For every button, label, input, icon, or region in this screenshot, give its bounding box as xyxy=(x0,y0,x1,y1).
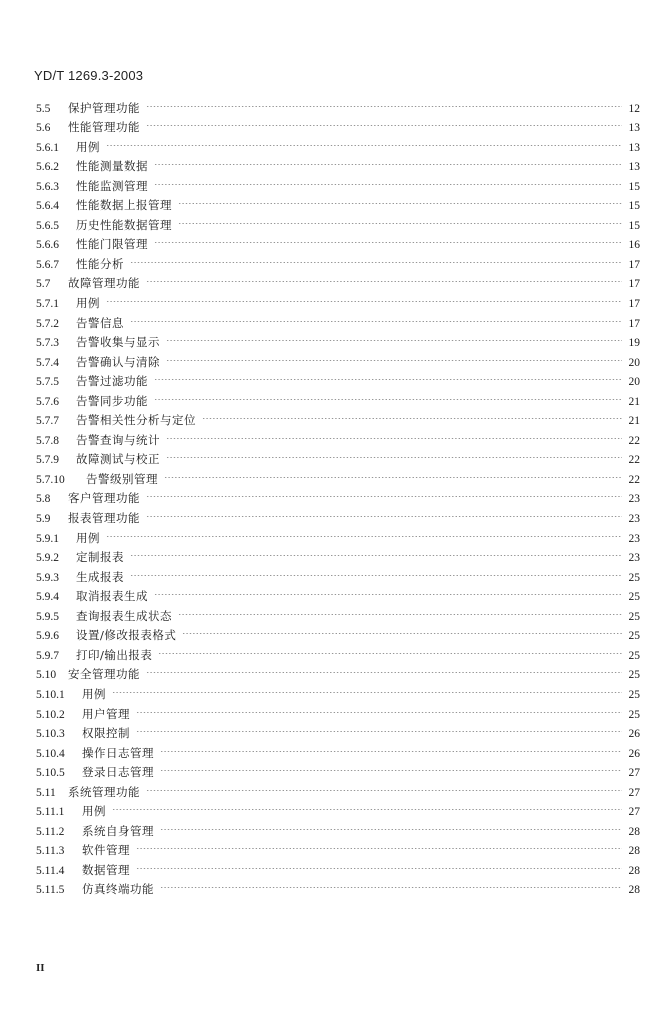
toc-entry-page: 28 xyxy=(628,825,640,838)
toc-entry-number: 5.11.4 xyxy=(36,864,65,877)
toc-entry-number: 5.11 xyxy=(36,786,56,799)
toc-leader-dots xyxy=(134,835,624,855)
toc-leader-dots xyxy=(158,815,624,835)
toc-entry-title: 安全管理功能 xyxy=(68,667,140,682)
toc-entry-title: 用户管理 xyxy=(82,706,130,721)
toc-entry-page: 21 xyxy=(628,395,640,408)
toc-entry-title: 性能数据上报管理 xyxy=(76,198,172,213)
toc-entry-title: 保护管理功能 xyxy=(68,100,140,115)
toc-leader-dots xyxy=(164,444,624,464)
toc-entry-page: 15 xyxy=(628,200,640,213)
toc-entry-number: 5.7.9 xyxy=(36,454,59,467)
toc-entry-page: 28 xyxy=(628,864,640,877)
page-number-footer: II xyxy=(36,962,45,974)
toc-entry-number: 5.7.7 xyxy=(36,415,59,428)
toc-entry-page: 23 xyxy=(628,493,640,506)
toc-entry-page: 25 xyxy=(628,649,640,662)
toc-leader-dots xyxy=(152,385,624,405)
toc-entry-page: 25 xyxy=(628,591,640,604)
toc-entry-title: 定制报表 xyxy=(76,550,124,565)
toc-leader-dots xyxy=(158,757,624,777)
toc-entry-number: 5.6.6 xyxy=(36,239,59,252)
toc-entry-page: 28 xyxy=(628,845,640,858)
toc-entry-title: 客户管理功能 xyxy=(68,491,140,506)
toc-entry-page: 23 xyxy=(628,532,640,545)
toc-entry[interactable] xyxy=(36,92,640,115)
toc-entry-number: 5.6.7 xyxy=(36,258,59,271)
toc-entry-page: 25 xyxy=(628,708,640,721)
toc-entry-number: 5.10 xyxy=(36,669,57,682)
toc-entry-page: 20 xyxy=(628,376,640,389)
toc-entry-number: 5.7.1 xyxy=(36,298,59,311)
toc-entry-number: 5.10.3 xyxy=(36,728,65,741)
toc-entry-title: 用例 xyxy=(76,296,100,311)
toc-leader-dots xyxy=(144,776,624,796)
toc-entry-number: 5.6.4 xyxy=(36,200,59,213)
toc-entry-page: 27 xyxy=(628,767,640,780)
toc-entry-number: 5.10.2 xyxy=(36,708,65,721)
toc-leader-dots xyxy=(110,678,624,698)
toc-entry-page: 19 xyxy=(628,337,640,350)
toc-entry-title: 告警同步功能 xyxy=(76,393,148,408)
toc-entry-number: 5.9.1 xyxy=(36,532,59,545)
toc-leader-dots xyxy=(134,854,624,874)
toc-entry-number: 5.10.1 xyxy=(36,688,65,701)
toc-leader-dots xyxy=(134,698,624,718)
toc-entry-page: 25 xyxy=(628,669,640,682)
toc-entry-page: 20 xyxy=(628,356,640,369)
toc-entry-number: 5.7.8 xyxy=(36,434,59,447)
toc-entry-number: 5.6.5 xyxy=(36,219,59,232)
toc-entry-number: 5.11.1 xyxy=(36,806,65,819)
toc-entry-page: 16 xyxy=(628,239,640,252)
toc-entry-number: 5.10.4 xyxy=(36,747,65,760)
toc-leader-dots xyxy=(104,287,624,307)
toc-leader-dots xyxy=(158,737,624,757)
toc-leader-dots xyxy=(128,542,624,562)
toc-entry-page: 12 xyxy=(628,102,640,115)
toc-entry-title: 软件管理 xyxy=(82,843,130,858)
table-of-contents xyxy=(36,92,640,897)
toc-entry-title: 告警信息 xyxy=(76,315,124,330)
toc-entry-page: 17 xyxy=(628,298,640,311)
toc-entry-page: 15 xyxy=(628,219,640,232)
toc-entry-page: 26 xyxy=(628,728,640,741)
toc-entry-title: 登录日志管理 xyxy=(82,765,154,780)
toc-entry-title: 用例 xyxy=(76,139,100,154)
toc-entry[interactable] xyxy=(36,542,640,565)
toc-entry-number: 5.6.3 xyxy=(36,180,59,193)
toc-entry-title: 用例 xyxy=(76,530,100,545)
toc-entry[interactable] xyxy=(36,307,640,330)
toc-leader-dots xyxy=(180,620,624,640)
toc-entry-title: 告警收集与显示 xyxy=(76,335,160,350)
toc-leader-dots xyxy=(164,346,624,366)
toc-entry-page: 27 xyxy=(628,806,640,819)
toc-entry-number: 5.7.3 xyxy=(36,337,59,350)
toc-entry-page: 27 xyxy=(628,786,640,799)
toc-leader-dots xyxy=(134,718,624,738)
toc-entry-title: 用例 xyxy=(82,804,106,819)
toc-entry-title: 故障管理功能 xyxy=(68,276,140,291)
toc-leader-dots xyxy=(162,463,624,483)
toc-entry-title: 性能监测管理 xyxy=(76,178,148,193)
toc-leader-dots xyxy=(164,327,624,347)
toc-entry-page: 21 xyxy=(628,415,640,428)
toc-entry-title: 打印/输出报表 xyxy=(76,647,153,662)
toc-entry-page: 28 xyxy=(628,884,640,897)
toc-entry-title: 系统自身管理 xyxy=(82,823,154,838)
toc-entry-page: 25 xyxy=(628,630,640,643)
toc-entry[interactable] xyxy=(36,815,640,838)
toc-entry-title: 取消报表生成 xyxy=(76,589,148,604)
toc-entry-number: 5.9.7 xyxy=(36,649,59,662)
toc-leader-dots xyxy=(144,659,624,679)
toc-entry-title: 查询报表生成状态 xyxy=(76,608,172,623)
toc-entry-title: 性能管理功能 xyxy=(68,120,140,135)
toc-entry-title: 设置/修改报表格式 xyxy=(76,628,177,643)
toc-entry-title: 系统管理功能 xyxy=(68,784,140,799)
toc-entry-number: 5.9.5 xyxy=(36,610,59,623)
toc-entry[interactable] xyxy=(36,131,640,154)
toc-entry-page: 13 xyxy=(628,161,640,174)
toc-entry-title: 告警查询与统计 xyxy=(76,432,160,447)
toc-entry-page: 25 xyxy=(628,688,640,701)
toc-entry-number: 5.7.6 xyxy=(36,395,59,408)
toc-entry-number: 5.9.6 xyxy=(36,630,59,643)
toc-entry-number: 5.7.4 xyxy=(36,356,59,369)
toc-entry-number: 5.6.1 xyxy=(36,141,59,154)
toc-entry-title: 告警确认与清除 xyxy=(76,354,160,369)
toc-entry[interactable] xyxy=(36,698,640,721)
toc-entry[interactable] xyxy=(36,151,640,174)
toc-entry-number: 5.11.2 xyxy=(36,825,65,838)
toc-entry[interactable] xyxy=(36,287,640,311)
toc-entry-number: 5.10.5 xyxy=(36,767,65,780)
toc-entry-number: 5.9 xyxy=(36,513,51,526)
toc-entry-number: 5.7.10 xyxy=(36,473,65,486)
toc-leader-dots xyxy=(144,483,624,503)
toc-entry-page: 17 xyxy=(628,278,640,291)
toc-entry-number: 5.9.4 xyxy=(36,591,59,604)
toc-entry-page: 17 xyxy=(628,258,640,271)
toc-entry-number: 5.7.5 xyxy=(36,376,59,389)
toc-leader-dots xyxy=(152,170,624,190)
toc-leader-dots xyxy=(152,151,624,171)
toc-leader-dots xyxy=(152,229,624,249)
toc-entry-title: 告警相关性分析与定位 xyxy=(76,413,196,428)
toc-leader-dots xyxy=(176,209,624,229)
toc-entry-number: 5.8 xyxy=(36,493,51,506)
toc-leader-dots xyxy=(200,405,624,425)
toc-entry[interactable] xyxy=(36,796,640,819)
toc-entry-number: 5.6.2 xyxy=(36,161,59,174)
toc-entry-title: 仿真终端功能 xyxy=(82,882,154,897)
toc-leader-dots xyxy=(104,131,624,151)
toc-entry-title: 数据管理 xyxy=(82,862,130,877)
toc-entry-page: 22 xyxy=(628,473,640,486)
toc-leader-dots xyxy=(152,581,624,601)
toc-entry-title: 操作日志管理 xyxy=(82,745,154,760)
toc-entry-title: 告警级别管理 xyxy=(86,471,158,486)
toc-leader-dots xyxy=(158,874,624,894)
toc-entry-page: 23 xyxy=(628,513,640,526)
toc-leader-dots xyxy=(128,248,624,268)
toc-entry-page: 15 xyxy=(628,180,640,193)
toc-leader-dots xyxy=(128,561,624,581)
toc-entry-number: 5.9.3 xyxy=(36,571,59,584)
toc-leader-dots xyxy=(144,112,624,132)
toc-leader-dots xyxy=(156,639,624,659)
toc-entry-title: 报表管理功能 xyxy=(68,511,140,526)
toc-leader-dots xyxy=(176,600,624,620)
toc-leader-dots xyxy=(144,268,624,288)
toc-entry-page: 22 xyxy=(628,454,640,467)
toc-leader-dots xyxy=(144,92,624,112)
toc-entry-page: 25 xyxy=(628,610,640,623)
toc-entry-page: 13 xyxy=(628,122,640,135)
toc-entry-title: 故障测试与校正 xyxy=(76,452,160,467)
toc-entry-title: 历史性能数据管理 xyxy=(76,217,172,232)
toc-entry-number: 5.11.3 xyxy=(36,845,65,858)
toc-entry-title: 用例 xyxy=(82,686,106,701)
toc-entry-page: 25 xyxy=(628,571,640,584)
toc-leader-dots xyxy=(110,796,624,816)
toc-entry-title: 性能测量数据 xyxy=(76,159,148,174)
toc-entry-page: 23 xyxy=(628,552,640,565)
toc-entry-number: 5.5 xyxy=(36,102,51,115)
toc-entry-number: 5.7 xyxy=(36,278,51,291)
toc-entry[interactable] xyxy=(36,522,640,545)
toc-entry-title: 性能分析 xyxy=(76,256,124,271)
toc-entry-number: 5.6 xyxy=(36,122,51,135)
toc-leader-dots xyxy=(128,307,624,327)
toc-entry-title: 生成报表 xyxy=(76,569,124,584)
toc-leader-dots xyxy=(144,502,624,522)
toc-entry[interactable] xyxy=(36,678,640,701)
toc-entry-title: 性能门限管理 xyxy=(76,237,148,252)
toc-entry-title: 告警过滤功能 xyxy=(76,374,148,389)
toc-entry-number: 5.11.5 xyxy=(36,884,65,897)
toc-entry-number: 5.7.2 xyxy=(36,317,59,330)
document-id-header: YD/T 1269.3-2003 xyxy=(34,68,144,83)
toc-leader-dots xyxy=(176,190,624,210)
toc-entry-page: 13 xyxy=(628,141,640,154)
toc-leader-dots xyxy=(164,424,624,444)
toc-entry-number: 5.9.2 xyxy=(36,552,59,565)
toc-leader-dots xyxy=(152,366,624,386)
toc-leader-dots xyxy=(104,522,624,542)
toc-entry-page: 22 xyxy=(628,434,640,447)
toc-entry-page: 26 xyxy=(628,747,640,760)
toc-entry-page: 17 xyxy=(628,317,640,330)
toc-entry-title: 权限控制 xyxy=(82,726,130,741)
